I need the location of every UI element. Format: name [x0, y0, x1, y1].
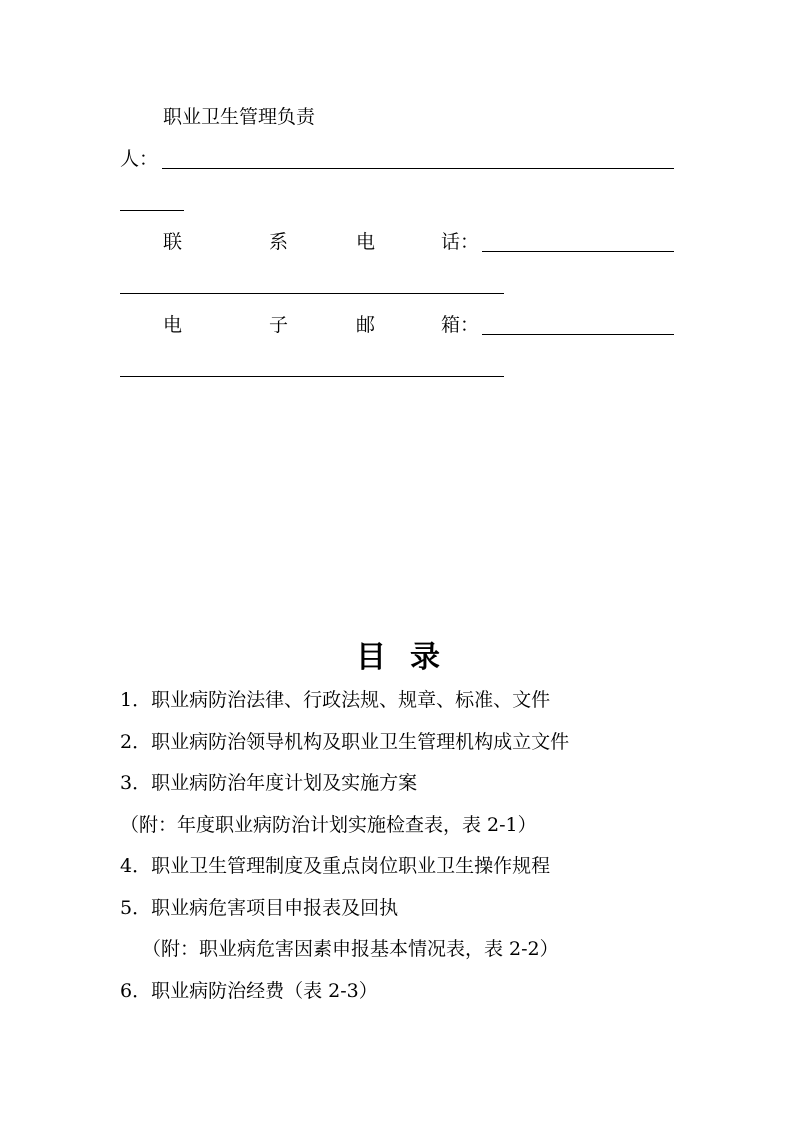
- manager-name-field-continuation[interactable]: [120, 210, 184, 211]
- toc-item-3-note[interactable]: （附：年度职业病防治计划实施检查表，表 2-1）: [120, 814, 537, 836]
- toc-item-4[interactable]: 4．职业卫生管理制度及重点岗位职业卫生操作规程: [120, 855, 551, 877]
- email-label-char-4: 箱：: [441, 314, 480, 336]
- toc-item-5[interactable]: 5．职业病危害项目申报表及回执: [120, 897, 399, 919]
- toc-item-6[interactable]: 6．职业病防治经费（表 2-3）: [120, 980, 378, 1002]
- email-label-char-3: 邮: [356, 314, 376, 336]
- toc-title-char-2: 录: [410, 640, 440, 675]
- manager-label-suffix: 人：: [120, 148, 159, 170]
- manager-label: 职业卫生管理负责: [163, 106, 316, 128]
- toc-item-2[interactable]: 2．职业病防治领导机构及职业卫生管理机构成立文件: [120, 731, 570, 753]
- phone-label-char-1: 联: [163, 231, 183, 253]
- toc-title-char-1: 目: [356, 640, 386, 675]
- email-label-char-2: 子: [269, 314, 289, 336]
- toc-item-3[interactable]: 3．职业病防治年度计划及实施方案: [120, 772, 418, 794]
- phone-field[interactable]: [482, 251, 674, 252]
- toc-item-5-note[interactable]: （附：职业病危害因素申报基本情况表，表 2-2）: [142, 938, 559, 960]
- phone-label-char-2: 系: [269, 231, 289, 253]
- email-field-continuation[interactable]: [120, 376, 504, 377]
- phone-field-continuation[interactable]: [120, 293, 504, 294]
- phone-label-char-3: 电: [356, 231, 376, 253]
- email-field[interactable]: [482, 334, 674, 335]
- toc-item-1[interactable]: 1．职业病防治法律、行政法规、规章、标准、文件: [120, 689, 551, 711]
- email-label-char-1: 电: [163, 314, 183, 336]
- phone-label-char-4: 话：: [441, 231, 480, 253]
- manager-name-field[interactable]: [162, 168, 674, 169]
